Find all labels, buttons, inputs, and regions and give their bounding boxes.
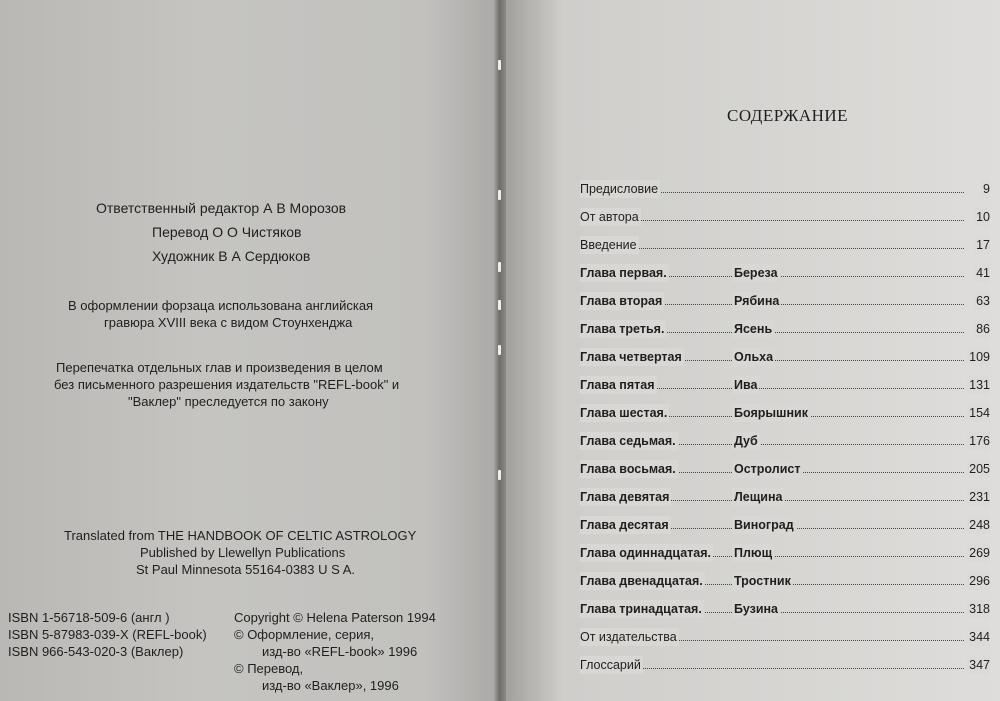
toc-entry-page: 248 (969, 518, 990, 532)
toc-entry-label: Глава четвертая (580, 350, 682, 364)
toc-entry-tree: Бузина (734, 602, 779, 616)
toc-entry-page: 269 (969, 546, 990, 560)
toc-entry-label: От автора (580, 210, 639, 224)
binding-stitch (498, 300, 501, 310)
toc-entry-tree: Ольха (734, 350, 774, 364)
copyright-line: © Перевод, (234, 661, 304, 676)
toc-entry-tree: Боярышник (734, 406, 808, 420)
toc-entry-tree: Остролист (734, 462, 801, 476)
toc-entry-page: 318 (969, 602, 990, 616)
toc-entry (580, 516, 990, 534)
toc-entry-page: 205 (969, 462, 990, 476)
toc-entry-label: Глава двенадцатая. (580, 574, 703, 588)
copyright-line: изд-во «REFL-book» 1996 (262, 644, 418, 659)
toc-title: СОДЕРЖАНИЕ (727, 106, 849, 125)
toc-entry-page: 86 (976, 322, 990, 336)
copyright-warning-line: "Ваклер" преследуется по закону (128, 394, 329, 409)
toc-entry-label: Глава одиннадцатая. (580, 546, 712, 560)
toc-entry-label: Глава первая. (580, 266, 667, 280)
toc-entry-tree: Рябина (734, 294, 780, 308)
toc-entry-label: Глава пятая (580, 378, 655, 392)
toc-entry-page: 347 (969, 658, 990, 672)
toc-entry-page: 109 (969, 350, 990, 364)
toc-entry-tree: Дуб (734, 434, 758, 448)
toc-entry (580, 208, 990, 226)
toc-entry (580, 292, 990, 310)
toc-entry-tree: Ива (734, 378, 758, 392)
toc-entry (580, 460, 990, 478)
toc-entry-page: 344 (969, 630, 990, 644)
toc-entry-page: 17 (976, 238, 990, 252)
binding-stitch (498, 345, 501, 355)
credit-editor: Ответственный редактор А В Морозов (96, 200, 347, 216)
toc-entry (580, 432, 990, 450)
toc-entry (580, 572, 990, 590)
toc-entry-tree: Ясень (734, 322, 773, 336)
toc-entry-page: 231 (969, 490, 990, 504)
endpaper-note-line: В оформлении форзаца использована английская (68, 298, 374, 313)
toc-entry (580, 320, 990, 338)
toc-entry-label: Предисловие (580, 182, 659, 196)
toc-entry-label: Глава шестая. (580, 406, 668, 420)
toc-entry-page: 154 (969, 406, 990, 420)
toc-entry-label: Глава третья. (580, 322, 665, 336)
toc-entry-page: 131 (969, 378, 990, 392)
copyright-line: изд-во «Ваклер», 1996 (262, 678, 399, 693)
toc-entry-page: 176 (969, 434, 990, 448)
toc-entry-label: Глава десятая (580, 518, 669, 532)
isbn-line: ISBN 5-87983-039-X (REFL-book) (8, 627, 207, 642)
original-edition-line: Published by Llewellyn Publications (140, 545, 346, 560)
toc-entry-page: 296 (969, 574, 990, 588)
credit-artist: Художник В А Сердюков (152, 248, 311, 264)
credit-translator: Перевод О О Чистяков (152, 224, 302, 240)
toc-entry (580, 264, 990, 282)
copyright-line: © Оформление, серия, (234, 627, 374, 642)
toc-entry (580, 656, 990, 674)
copyright-warning-line: без письменного разрешения издательств "REFL-book" и (54, 377, 400, 392)
binding-stitch (498, 470, 501, 480)
endpaper-note-line: гравюра XVIII века с видом Стоунхенджа (104, 315, 353, 330)
toc-entry-tree: Плющ (734, 546, 773, 560)
toc-entry-tree: Лещина (734, 490, 783, 504)
toc-entry-label: Глоссарий (580, 658, 641, 672)
toc-entry (580, 376, 990, 394)
isbn-line: ISBN 966-543-020-3 (Ваклер) (8, 644, 184, 659)
toc-entry-page: 9 (983, 182, 990, 196)
binding-stitch (498, 190, 501, 200)
toc-entry (580, 236, 990, 254)
toc-entry-label: Глава тринадцатая. (580, 602, 702, 616)
toc-entry-label: Глава восьмая. (580, 462, 676, 476)
binding-stitch (498, 60, 501, 70)
toc-entry-label: Глава девятая (580, 490, 670, 504)
toc-entry-page: 41 (976, 266, 990, 280)
binding-stitch (498, 262, 501, 272)
toc-entry-tree: Береза (734, 266, 778, 280)
toc-entry (580, 628, 990, 646)
toc-entry-page: 10 (976, 210, 990, 224)
toc-entry (580, 600, 990, 618)
copyright-line: Copyright © Helena Paterson 1994 (234, 610, 436, 625)
original-edition-line: Translated from THE HANDBOOK OF CELTIC ASTROLOGY (64, 528, 417, 543)
toc-entry-tree: Виноград (734, 518, 794, 532)
original-edition-line: St Paul Minnesota 55164-0383 U S A. (136, 562, 355, 577)
toc-entry-page: 63 (976, 294, 990, 308)
toc-entry (580, 348, 990, 366)
copyright-warning-line: Перепечатка отдельных глав и произведения в целом (56, 360, 383, 375)
toc-entry (580, 180, 990, 198)
isbn-line: ISBN 1-56718-509-6 (англ ) (8, 610, 170, 625)
toc-entry-label: Введение (580, 238, 637, 252)
toc-entry-label: От издательства (580, 630, 677, 644)
toc-entry-label: Глава вторая (580, 294, 663, 308)
toc-entry (580, 544, 990, 562)
toc-entry (580, 488, 990, 506)
toc-entry (580, 404, 990, 422)
toc-entry-label: Глава седьмая. (580, 434, 676, 448)
toc-entry-tree: Тростник (734, 574, 791, 588)
